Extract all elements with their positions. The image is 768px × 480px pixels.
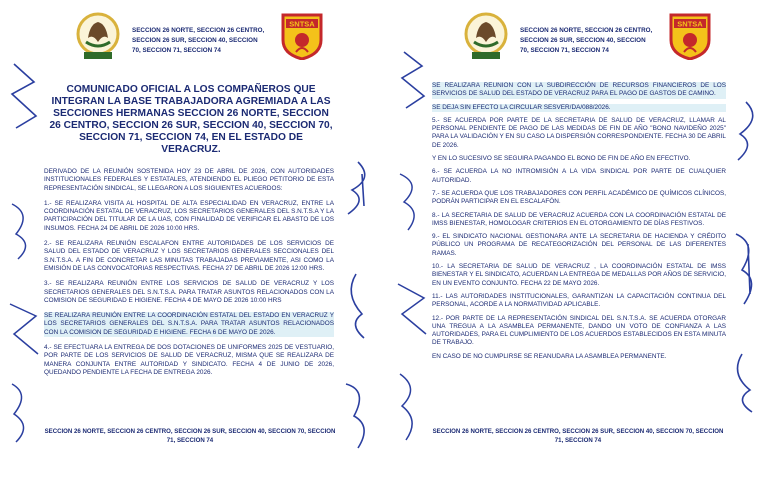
paragraph: 9.- EL SINDICATO NACIONAL GESTIONARA ANTE LA SECRETARIA DE HACIENDA Y CRÉDITO PÚBLICO UN PROGRAMA DE RECATEGORIZACIÓN DEL PERSONAL DE LAS DIFERENTES RAMAS. (432, 233, 726, 257)
document-title: COMUNICADO OFICIAL A LOS COMPAÑEROS QUE INTEGRAN LA BASE TRABAJADORA AGREMIADA A LAS SECCIONES HERMANAS SECCION 26 NORTE, SECCION 26 CENTRO, SECCION 26 SUR, SECCION 40, SECCION 70, SECCION 71, SECCION 74, EN EL ESTADO DE VERACRUZ. (49, 84, 333, 155)
page-footer: SECCION 26 NORTE, SECCION 26 CENTRO, SECCION 26 SUR, SECCION 40, SECCION 70, SECCION 71, SECCION 74 (432, 428, 724, 444)
page-header (392, 4, 764, 74)
header-sections: SECCION 26 NORTE, SECCION 26 CENTRO, SECCION 26 SUR, SECCION 40, SECCION 70, SECCION 71, SECCION 74 (132, 27, 265, 54)
paragraph: 2.- SE REALIZARA REUNIÓN ESCALAFON ENTRE AUTORIDADES DE LOS SERVICIOS DE SALUD DEL ESTADO DE VERACRUZ Y LOS SECRETARIOS GENERALES SECCIONALES DEL S.N.T.S.A. A FIN DE CONCRETAR LAS MINUTAS TRABAJADAS PREVIAMENTE, ASI COMO LA EMISIÓN DE LAS CONVOCATORIAS RESPECTIVAS. FECHA 27 DE ABRIL DE 2026 12:00 HRS. (44, 240, 334, 272)
page-header (4, 4, 376, 74)
paragraph: 12.- POR PARTE DE LA REPRESENTACIÓN SINDICAL DEL S.N.T.S.A. SE ACUERDA OTORGAR UNA TREGUA A LA ASAMBLEA PERMANENTE, DANDO UN VOTO DE CONFIANZA A LAS AUTORIDADES, PARA EL CUMPLIMIENTO DE LOS ACUERDOS ESTABLECIDOS EN ESTA MINUTA DE TRABAJO. (432, 314, 726, 347)
handwritten-signatures (338, 154, 376, 454)
paragraph: 5.- SE ACUERDA POR PARTE DE LA SECRETARIA DE SALUD DE VERACRUZ, LLAMAR AL PERSONAL PENDIENTE DE PAGO DE LAS MEDIDAS DE FIN DE AÑO "BONO NAVIDEÑO 2025" PARA LA VALIDACIÓN Y EN SU CASO LA DISPERSIÓN CORRESPONDIENTE. FECHA 30 DE ABRIL DE 2026. (432, 116, 726, 149)
document-page-right (392, 4, 764, 472)
paragraph: 3.- SE REALIZARA REUNIÓN ENTRE LOS SERVICIOS DE SALUD DE VERACRUZ Y LOS SECRETARIOS GENERALES DEL S.N.T.S.A. PARA TRATAR ASUNTOS RELACIONADOS CON LA COMISION DE SEGURIDAD E HIGIENE. FECHA 4 DE MAYO DE 2026 10:00 HRS (44, 280, 334, 304)
document-body (44, 168, 334, 384)
paragraph: SE REALIZARA REUNIÓN ENTRE LA COORDINACIÓN ESTATAL DEL ESTADO EN VERACRUZ Y LOS SECRETARIOS GENERALES DEL S.N.T.S.A. PARA TRATAR ASUNTOS RELACIONADOS CON LA COMISION DE SEGURIDAD E HIGIENE. FECHA 6 DE MAYO DE 2026. (44, 312, 334, 336)
document-page-left (4, 4, 376, 472)
paragraph: EN CASO DE NO CUMPLIRSE SE REANUDARA LA ASAMBLEA PERMANENTE. (432, 352, 667, 360)
handwritten-signatures (6, 54, 42, 444)
page-footer: SECCION 26 NORTE, SECCION 26 CENTRO, SECCION 26 SUR, SECCION 40, SECCION 70, SECCION 71, SECCION 74 (44, 428, 336, 444)
paragraph: 6.- SE ACUERDA LA NO INTROMISIÓN A LA VIDA SINDICAL POR PARTE DE CUALQUIER AUTORIDAD. (432, 168, 726, 184)
paragraph: DERIVADO DE LA REUNIÓN SOSTENIDA HOY 23 DE ABRIL DE 2026, CON AUTORIDADES INSTITUCIONALES FEDERALES Y ESTATALES, ATENDIENDO EL PLIEGO PETITORIO DE ESTA REPRESENTACIÓN SINDICAL, SE LLEGARON A LOS SIGUIENTES ACUERDOS: (44, 168, 334, 192)
header-sections: SECCION 26 NORTE, SECCION 26 CENTRO, SECCION 26 SUR, SECCION 40, SECCION 70, SECCION 71, SECCION 74 (520, 27, 653, 54)
eagle-seal-logo (76, 12, 120, 60)
paragraph: 7.- SE ACUERDA QUE LOS TRABAJADORES CON PERFIL ACADÉMICO DE QUÍMICOS CLÍNICOS, PODRÁN PARTICIPAR EN EL ESCALAFÓN. (432, 189, 726, 206)
eagle-seal-logo (464, 12, 508, 60)
shield-logo-text: SNTSA (289, 19, 315, 29)
paragraph: 1.- SE REALIZARA VISITA AL HOSPITAL DE ALTA ESPECIALIDAD EN VERACRUZ, ENTRE LA COORDINACIÓN ESTATAL DE VERACRUZ, LOS SECRETARIOS GENERALES DEL S.N.T.S.A Y LA PARTICIPACIÓN DEL TITULAR DE LA UAS, CON FINALIDAD DE VERIFICAR EL ABASTO DE LOS INSUMOS. FECHA 24 DE ABRIL DE 2026 10:00 HRS. (44, 199, 334, 232)
shield-logo-text: SNTSA (677, 19, 703, 29)
paragraph: SE REALIZARA REUNION CON LA SUBDIRECCIÓN DE RECURSOS FINANCIEROS DE LOS SERVICIOS DE SALUD DEL ESTADO DE VERACRUZ PARA EL PAGO DE GASTOS DE CAMINO. (432, 82, 726, 98)
paragraph: SE DEJA SIN EFECTO LA CIRCULAR SESVER/DA/088/2026. (432, 104, 726, 112)
paragraph: 8.- LA SECRETARIA DE SALUD DE VERACRUZ ACUERDA CON LA COORDINACIÓN ESTATAL DE IMSS BIENESTAR, HOMOLOGAR CRITERIOS EN EL OTORGAMIENTO DE DÍAS FESTIVOS. (432, 211, 726, 227)
shield-logo (668, 12, 712, 60)
handwritten-signatures (726, 94, 764, 414)
shield-logo (280, 12, 324, 60)
paragraph: Y EN LO SUCESIVO SE SEGUIRA PAGANDO EL BONO DE FIN DE AÑO EN EFECTIVO. (432, 155, 691, 163)
paragraph: 11.- LAS AUTORIDADES INSTITUCIONALES, GARANTIZAN LA CAPACITACIÓN CONTINUA DEL PERSONAL, ACORDE A LA NORMATIVIDAD APLICABLE. (432, 292, 726, 309)
document-body (432, 82, 726, 366)
handwritten-signatures (394, 44, 430, 444)
paragraph: 10.- LA SECRETARIA DE SALUD DE VERACRUZ , LA COORDINACIÓN ESTATAL DE IMSS BIENESTAR Y EL SINDICATO, ACUERDAN LA ENTREGA DE MEDALLAS POR AÑOS DE SERVICIO, EN UN EVENTO CONJUNTO. FECHA 22 DE MAYO 2026. (432, 263, 726, 287)
paragraph: 4.- SE EFECTUARA LA ENTREGA DE DOS DOTACIONES DE UNIFORMES 2025 DE VESTUARIO, POR PARTE DE LOS SERVICIOS DE SALUD DE VERACRUZ, MISMA QUE SE REALIZARA DE MANERA CONJUNTA ENTRE AUTORIDAD Y SINDICATO. FECHA 4 DE JUNIO DE 2026, QUEDANDO PENDIENTE LA FECHA DE ENTREGA 2026. (44, 344, 334, 376)
